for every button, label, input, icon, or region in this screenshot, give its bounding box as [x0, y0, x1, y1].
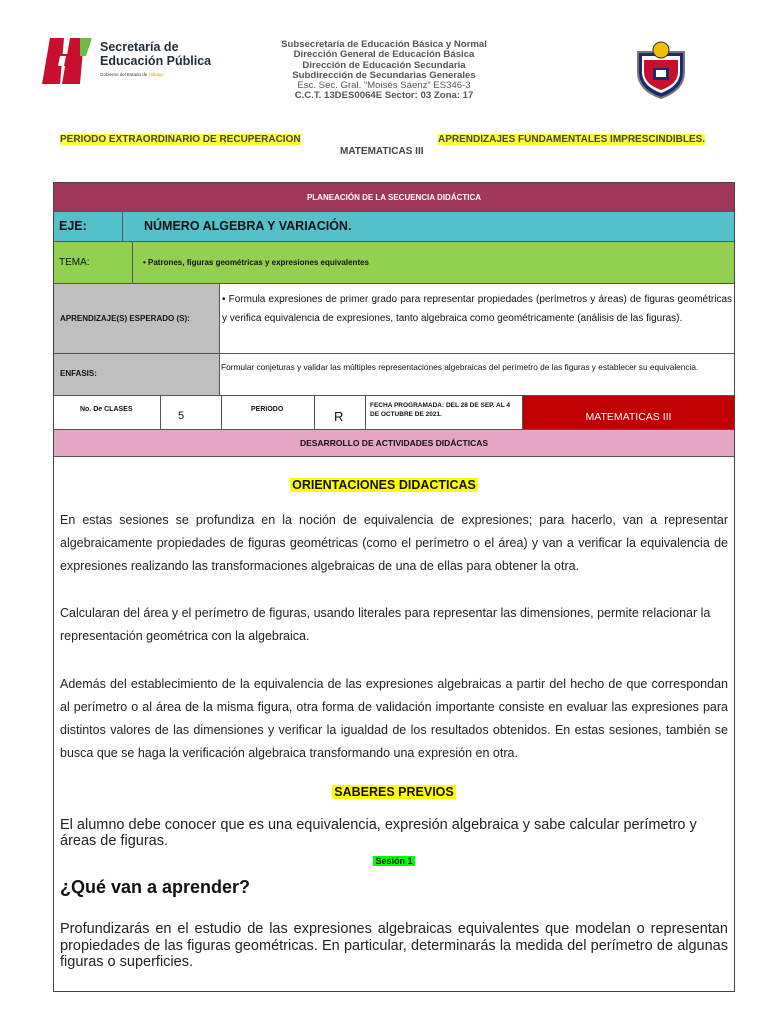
aprendizaje-value-cell	[220, 283, 734, 353]
sep-sub-b: Hidalgo	[148, 72, 164, 77]
periodo-banner-right: APRENDIZAJES FUNDAMENTALES IMPRESCINDIBLES.	[438, 134, 706, 145]
clases-value-cell	[161, 395, 222, 429]
school-crest-icon	[630, 38, 692, 100]
fecha-value: FECHA PROGRAMADA: DEL 28 DE SEP. AL 4 DE OCTUBRE DE 2021.	[370, 402, 511, 418]
orientaciones-paragraph-1: En estas sesiones se profundiza en la noción de equivalencia de expresiones; para hacerlo, van a representar algebraicamente propiedades de figuras geométricas (como el perímetro o el área) y van a verificar la equivalencia de expresiones realizando las transformaciones algebraicas de una de ellas para obtener la otra.	[60, 513, 728, 573]
planning-title: PLANEACIÓN DE LA SECUENCIA DIDÁCTICA	[54, 183, 734, 211]
sep-sub-a: Gobierno del Estado de	[100, 72, 149, 77]
clases-value: 5	[178, 410, 185, 422]
inst-line-4: Subdirección de Secundarias Generales	[292, 69, 476, 81]
que-aprender-heading: ¿Qué van a aprender?	[60, 877, 251, 897]
enfasis-value-cell	[220, 353, 734, 395]
fecha-cell	[366, 395, 523, 429]
desarrollo-header: DESARROLLO DE ACTIVIDADES DIDÁCTICAS	[54, 429, 734, 457]
orientaciones-paragraph-2: Calcularan del área y el perímetro de figuras, usando literales para representar las dimensiones, permite relacionar la representación geométrica con la algebraica.	[60, 606, 711, 643]
eje-row	[54, 211, 734, 241]
tema-label: TEMA:	[59, 257, 90, 268]
sep-name-line1: Secretaría de	[100, 40, 179, 54]
orientaciones-heading: ORIENTACIONES DIDACTICAS	[292, 478, 476, 492]
materia-value: MATEMATICAS III	[585, 411, 672, 423]
banner-subject: MATEMATICAS III	[340, 146, 424, 157]
inst-line-3: Dirección de Educación Secundaria	[302, 59, 466, 71]
saberes-heading: SABERES PREVIOS	[334, 785, 454, 799]
clases-label: No. De CLASES	[80, 406, 133, 413]
periodo-value: R	[334, 409, 344, 424]
periodo-label-cell	[222, 395, 315, 429]
periodo-label: PERIODO	[251, 406, 284, 413]
clases-label-cell	[54, 395, 161, 429]
enfasis-label: ENFASIS:	[60, 369, 97, 378]
periodo-value-cell	[315, 395, 366, 429]
aprendizaje-label-cell	[54, 283, 220, 353]
materia-cell	[523, 395, 734, 429]
inst-line-1: Subsecretaría de Educación Básica y Normal	[281, 39, 487, 50]
eje-label: EJE:	[59, 219, 87, 233]
saberes-paragraph: El alumno debe conocer que es una equivalencia, expresión algebraica y sabe calcular perímetro y áreas de figuras.	[60, 817, 697, 849]
tema-row	[54, 241, 734, 283]
inst-line-2: Dirección General de Educación Básica	[293, 49, 475, 61]
aprendizaje-value: • Formula expresiones de primer grado para representar propiedades (perímetros y áreas) de figuras geométricas y verifica equivalencia de expresiones, tanto algebraica como geométricamente (análisis de las figuras).	[222, 294, 732, 324]
tema-value: • Patrones, figuras geométricas y expresiones equivalentes	[143, 258, 370, 267]
inst-cct: C.C.T. 13DES0064E Sector: 03 Zona: 17	[294, 90, 474, 102]
institution-block	[250, 40, 518, 102]
aprendizaje-label: APRENDIZAJE(S) ESPERADO (S):	[60, 314, 190, 323]
eje-value: NÚMERO ALGEBRA Y VARIACIÓN.	[144, 219, 352, 233]
enfasis-value: Formular conjeturas y validar las múltiples representaciones algebraicas del perímetro de las figuras y establecer su equivalencia.	[221, 362, 699, 372]
inst-school: Esc. Sec. Gral. “Moisés Sáenz” ES346-3	[297, 80, 471, 92]
sep-hidalgo-logo-icon	[40, 36, 94, 86]
sep-name-line2: Educación Pública	[100, 54, 212, 68]
sep-name	[100, 40, 211, 68]
sesion-label: Sesión 1	[375, 856, 413, 866]
periodo-banner-left: PERIODO EXTRAORDINARIO DE RECUPERACION	[60, 134, 301, 145]
enfasis-label-cell	[54, 353, 220, 395]
orientaciones-paragraph-3: Además del establecimiento de la equivalencia de las expresiones algebraicas a partir del hecho de que correspondan al perímetro o al área de la misma figura, otra forma de validación importante consiste en evaluar las expresiones para distintos valores de las dimensiones y verificar la igualdad de los resultados obtenidos. En estas sesiones, también se busca que se haga la verificación algebraica transformando una expresión en otra.	[60, 677, 728, 760]
que-aprender-paragraph: Profundizarás en el estudio de las expresiones algebraicas equivalentes que modelan o representan propiedades de las figuras geométricas. En particular, determinarás la medida del perímetro de algunas figuras o superficies.	[60, 921, 728, 970]
sep-subtitle	[100, 72, 164, 77]
